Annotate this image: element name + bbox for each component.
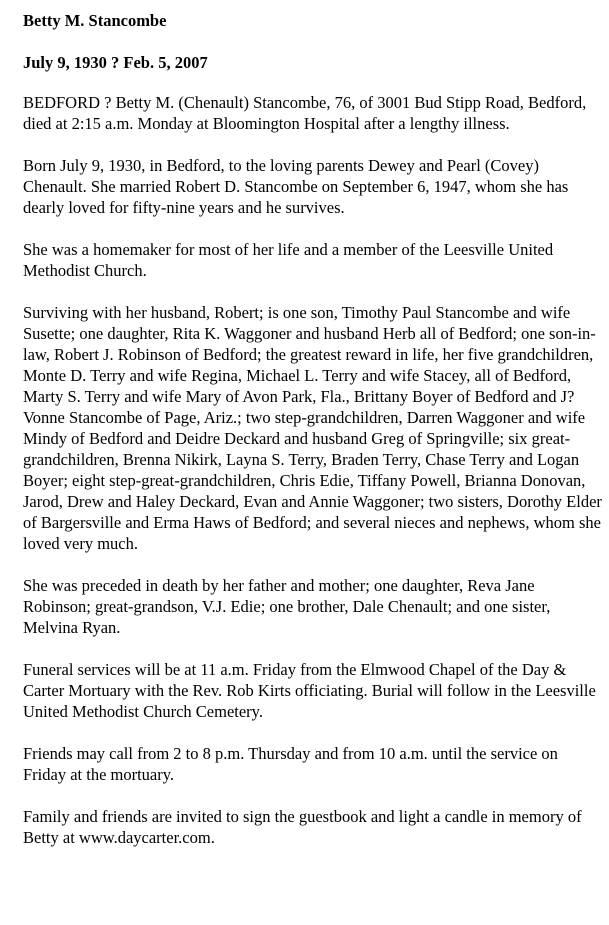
paragraph-birth-marriage: Born July 9, 1930, in Bedford, to the loving parents Dewey and Pearl (Covey) Chenault. She married Robert D. Stancombe on September 6, 1947, whom she has dearly loved for fifty-nine years and he survives. — [23, 156, 569, 217]
paragraph-guestbook: Family and friends are invited to sign the guestbook and light a candle in memory of Betty at www.daycarter.com. — [23, 807, 582, 847]
paragraph-life-church: She was a homemaker for most of her life and a member of the Leesville United Methodist Church. — [23, 240, 554, 280]
obituary-body — [23, 92, 603, 869]
paragraph-visitation: Friends may call from 2 to 8 p.m. Thursday and from 10 a.m. until the service on Friday at the mortuary. — [23, 744, 558, 784]
paragraph-funeral-services: Funeral services will be at 11 a.m. Friday from the Elmwood Chapel of the Day & Carter Mortuary with the Rev. Rob Kirts officiating. Burial will follow in the Leesville United Methodist Church Cemetery. — [23, 660, 596, 721]
paragraph-death-notice: BEDFORD ? Betty M. (Chenault) Stancombe, 76, of 3001 Bud Stipp Road, Bedford, died at 2:15 a.m. Monday at Bloomington Hospital after a lengthy illness. — [23, 93, 587, 133]
deceased-name-heading: Betty M. Stancombe — [23, 11, 167, 30]
life-dates-heading: July 9, 1930 ? Feb. 5, 2007 — [23, 53, 208, 72]
paragraph-preceded-in-death: She was preceded in death by her father and mother; one daughter, Reva Jane Robinson; great-grandson, V.J. Edie; one brother, Dale Chenault; and one sister, Melvina Ryan. — [23, 576, 551, 637]
paragraph-survivors: Surviving with her husband, Robert; is one son, Timothy Paul Stancombe and wife Susette; one daughter, Rita K. Waggoner and husband Herb all of Bedford; one son-in-law, Robert J. Robinson of Bedford; the greatest reward in life, her five grandchildren, Monte D. Terry and wife Regina, Michael L. Terry and wife Stacey, all of Bedford, Marty S. Terry and wife Mary of Avon Park, Fla., Brittany Boyer of Bedford and J?Vonne Stancombe of Page, Ariz.; two step-grandchildren, Darren Waggoner and wife Mindy of Bedford and Deidre Deckard and husband Greg of Springville; six great-grandchildren, Brenna Nikirk, Layna S. Terry, Braden Terry, Chase Terry and Logan Boyer; eight step-great-grandchildren, Chris Edie, Tiffany Powell, Brianna Donovan, Jarod, Drew and Haley Deckard, Evan and Annie Waggoner; two sisters, Dorothy Elder of Bargersville and Erma Haws of Bedford; and several nieces and nephews, whom she loved very much. — [23, 303, 602, 553]
